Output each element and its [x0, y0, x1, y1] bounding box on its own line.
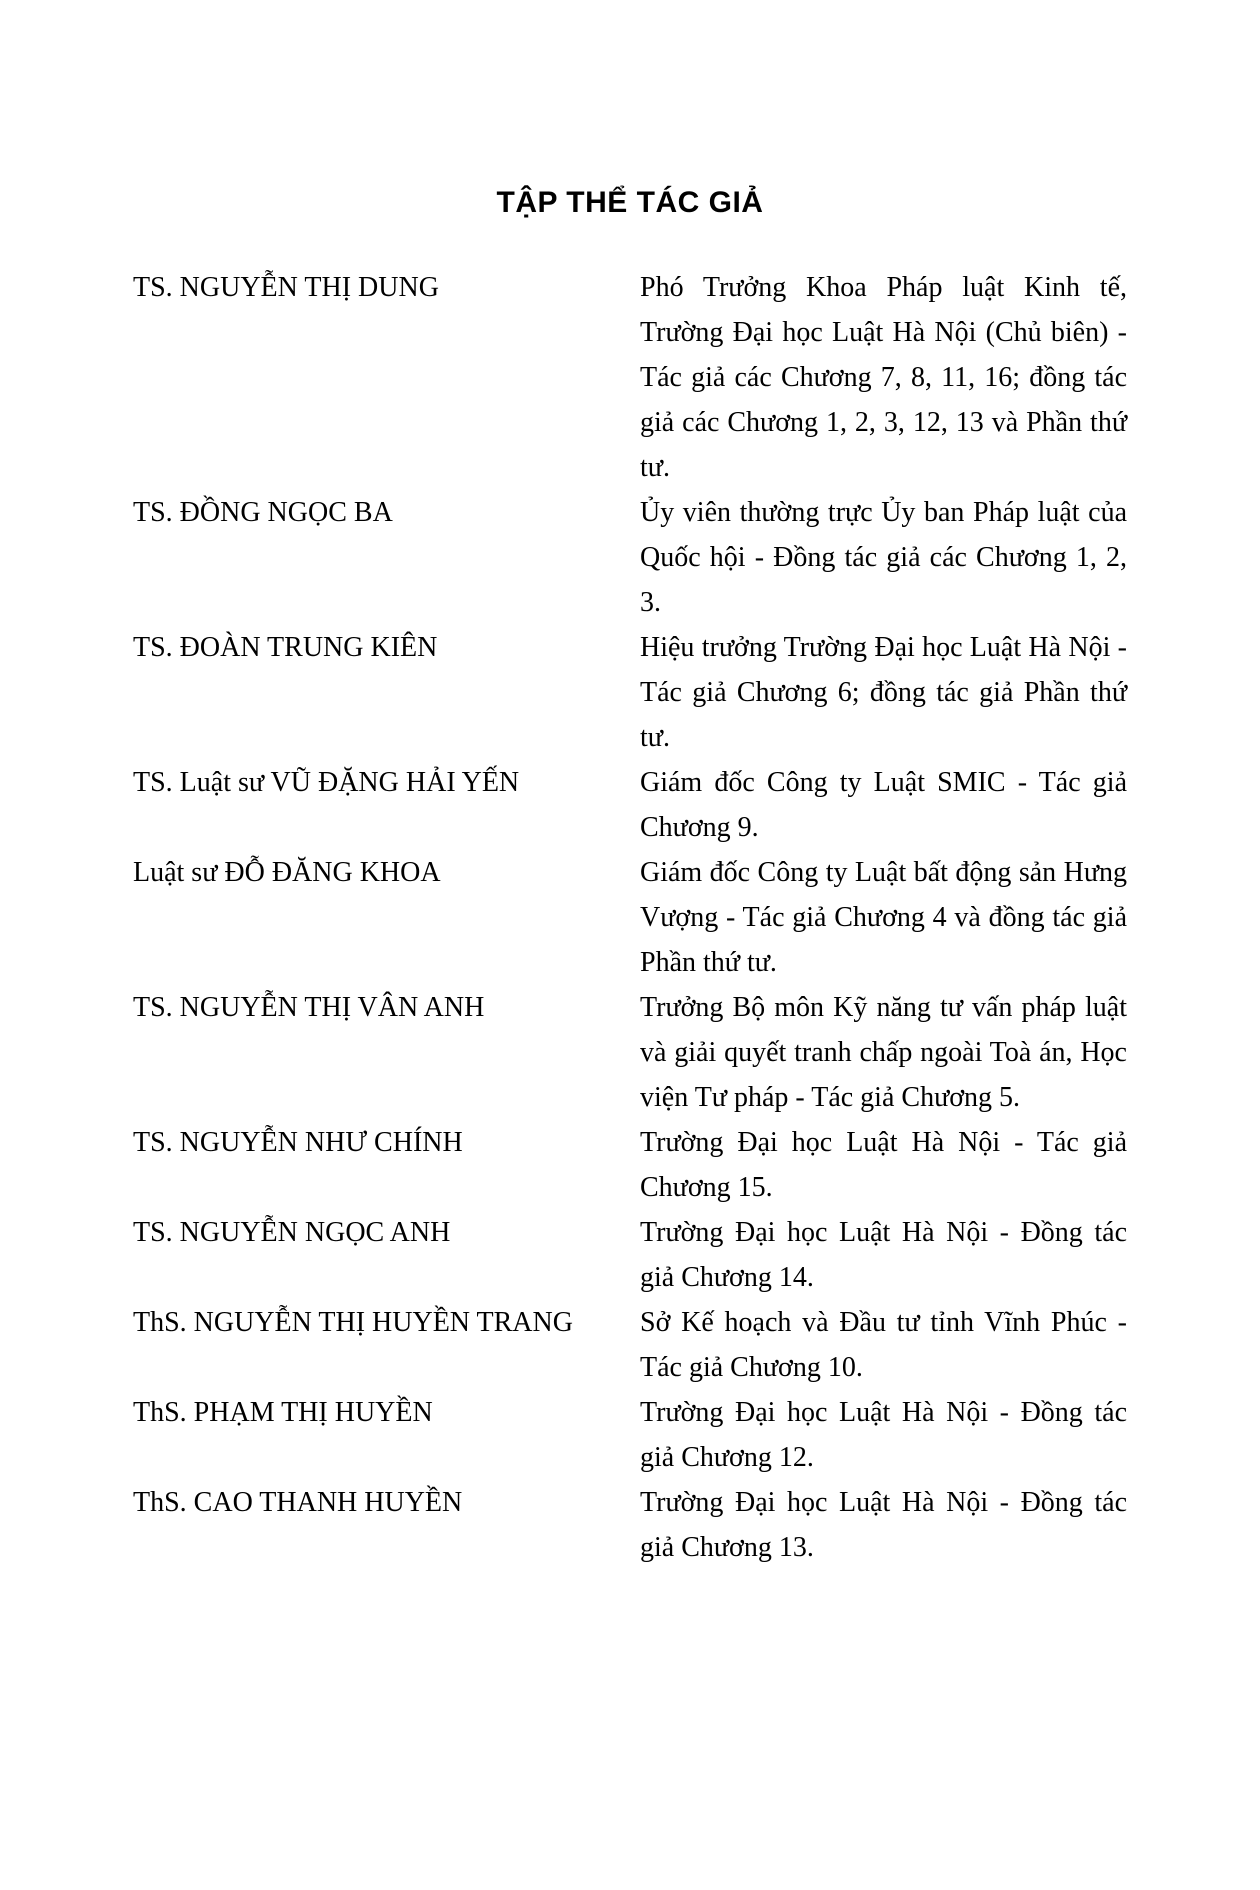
author-entry — [133, 985, 1127, 1120]
author-entry — [133, 1390, 1127, 1480]
author-role: Giám đốc Công ty Luật bất động sản Hưng Vượng - Tác giả Chương 4 và đồng tác giả Phần thứ tư. — [640, 857, 1127, 978]
author-name: TS. Luật sư VŨ ĐẶNG HẢI YẾN — [133, 767, 520, 798]
author-entry — [133, 760, 1127, 850]
page-title: TẬP THỂ TÁC GIẢ — [496, 186, 764, 219]
author-entry — [133, 1480, 1127, 1570]
author-entry — [133, 625, 1127, 760]
author-role: Trường Đại học Luật Hà Nội - Đồng tác giả Chương 13. — [640, 1487, 1127, 1563]
author-role: Ủy viên thường trực Ủy ban Pháp luật của Quốc hội - Đồng tác giả các Chương 1, 2, 3. — [640, 497, 1127, 618]
author-role: Trưởng Bộ môn Kỹ năng tư vấn pháp luật và giải quyết tranh chấp ngoài Toà án, Học viện Tư pháp - Tác giả Chương 5. — [640, 992, 1127, 1113]
author-name: ThS. NGUYỄN THỊ HUYỀN TRANG — [133, 1307, 573, 1338]
author-entry — [133, 1300, 1127, 1390]
author-list — [133, 265, 1127, 1570]
author-entry — [133, 265, 1127, 490]
author-name: TS. ĐỒNG NGỌC BA — [133, 497, 393, 528]
author-name: Luật sư ĐỖ ĐĂNG KHOA — [133, 857, 441, 888]
author-name: TS. NGUYỄN NHƯ CHÍNH — [133, 1127, 463, 1158]
author-name: TS. NGUYỄN THỊ DUNG — [133, 272, 439, 303]
author-entry — [133, 1120, 1127, 1210]
author-name: TS. ĐOÀN TRUNG KIÊN — [133, 632, 438, 663]
author-role: Hiệu trưởng Trường Đại học Luật Hà Nội - Tác giả Chương 6; đồng tác giả Phần thứ tư. — [640, 632, 1127, 753]
author-role: Trường Đại học Luật Hà Nội - Tác giả Chương 15. — [640, 1127, 1127, 1203]
author-entry — [133, 1210, 1127, 1300]
author-name: ThS. CAO THANH HUYỀN — [133, 1487, 463, 1518]
author-role: Trường Đại học Luật Hà Nội - Đồng tác giả Chương 14. — [640, 1217, 1127, 1293]
author-name: TS. NGUYỄN THỊ VÂN ANH — [133, 992, 485, 1023]
author-role: Giám đốc Công ty Luật SMIC - Tác giả Chương 9. — [640, 767, 1127, 843]
author-name: TS. NGUYỄN NGỌC ANH — [133, 1217, 451, 1248]
author-entry — [133, 850, 1127, 985]
author-role: Trường Đại học Luật Hà Nội - Đồng tác giả Chương 12. — [640, 1397, 1127, 1473]
author-role: Sở Kế hoạch và Đầu tư tỉnh Vĩnh Phúc - Tác giả Chương 10. — [640, 1307, 1127, 1383]
author-role: Phó Trưởng Khoa Pháp luật Kinh tế, Trường Đại học Luật Hà Nội (Chủ biên) - Tác giả các Chương 7, 8, 11, 16; đồng tác giả các Chương 1, 2, 3, 12, 13 và Phần thứ tư. — [640, 272, 1127, 483]
author-name: ThS. PHẠM THỊ HUYỀN — [133, 1397, 433, 1428]
author-entry — [133, 490, 1127, 625]
